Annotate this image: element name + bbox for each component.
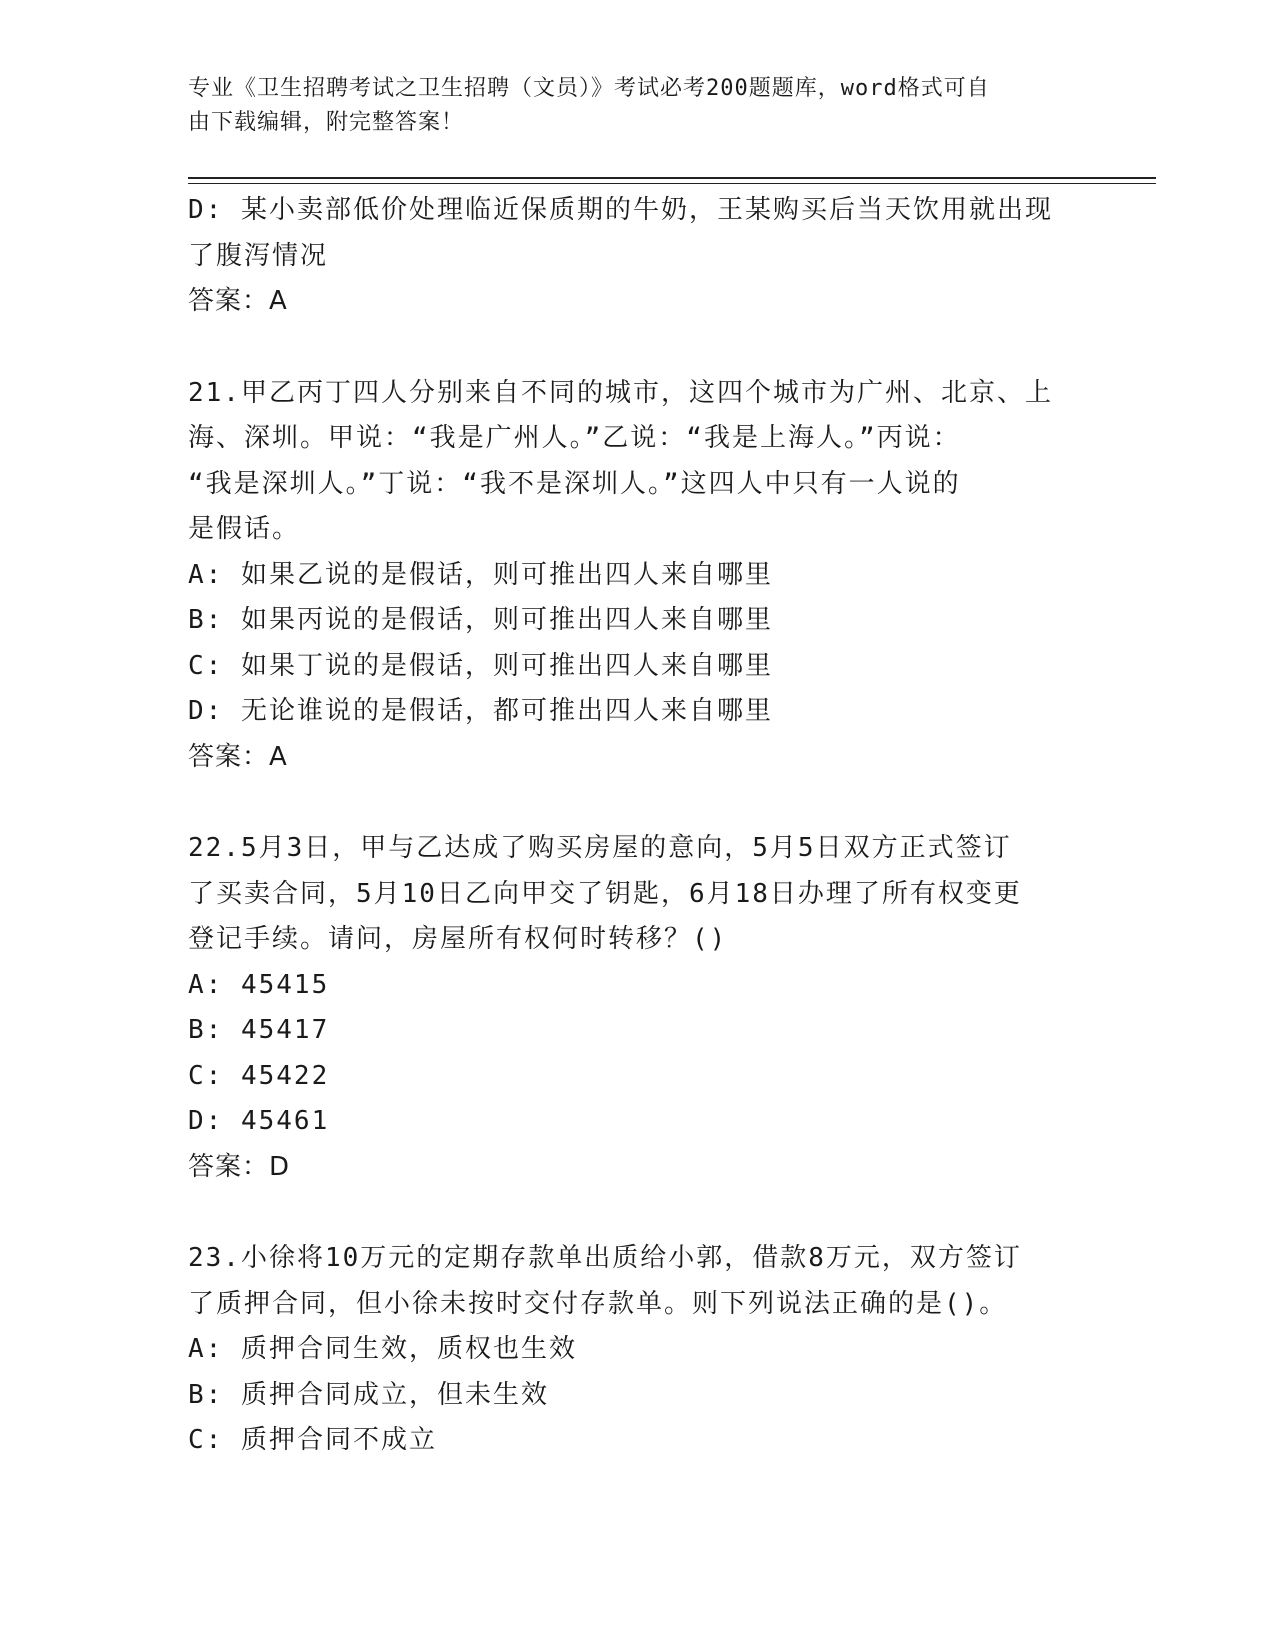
question-22 — [188, 826, 1088, 1190]
answer-line: 答案：A — [188, 741, 288, 772]
option-d: D: 无论谁说的是假话，都可推出四人来自哪里 — [188, 696, 773, 726]
option-c: C: 45422 — [188, 1060, 330, 1091]
option-d: D: 45461 — [188, 1106, 330, 1136]
question-stem-line: “我是深圳人。”丁说：“我不是深圳人。”这四人中只有一人说的 — [188, 468, 961, 499]
option-d: D: 某小卖部低价处理临近保质期的牛奶，王某购买后当天饮用就出现 — [188, 195, 1053, 225]
answer-line: 答案：D — [188, 1151, 291, 1182]
option-d-continued: 了腹泻情况 — [188, 240, 329, 271]
option-a: A: 质押合同生效，质权也生效 — [188, 1334, 577, 1364]
document-body — [188, 188, 1088, 1464]
question-stem-line: 了质押合同，但小徐未按时交付存款单。则下列说法正确的是()。 — [188, 1288, 1008, 1319]
question-23 — [188, 1236, 1088, 1464]
answer-line: 答案：A — [188, 286, 288, 316]
header-title-line-1: 专业《卫生招聘考试之卫生招聘（文员）》考试必考200题题库，word格式可自 — [188, 76, 990, 101]
option-c: C: 质押合同不成立 — [188, 1425, 437, 1455]
option-b: B: 如果丙说的是假话，则可推出四人来自哪里 — [188, 605, 773, 635]
header-divider-thin — [188, 183, 1156, 184]
question-stem-line: 登记手续。请问，房屋所有权何时转移？() — [188, 924, 728, 954]
question-stem-line: 21.甲乙丙丁四人分别来自不同的城市，这四个城市为广州、北京、上 — [188, 377, 1053, 408]
question-stem-line: 海、深圳。甲说：“我是广州人。”乙说：“我是上海人。”丙说： — [188, 423, 961, 453]
option-b: B: 质押合同成立，但未生效 — [188, 1379, 549, 1410]
question-20-continued — [188, 188, 1088, 325]
page-header — [188, 72, 1088, 140]
question-stem-line: 了买卖合同，5月10日乙向甲交了钥匙，6月18日办理了所有权变更 — [188, 878, 1022, 909]
question-stem-line: 23.小徐将10万元的定期存款单出质给小郭，借款8万元，双方签订 — [188, 1243, 1022, 1273]
option-a: A: 45415 — [188, 969, 330, 1000]
question-21 — [188, 371, 1088, 781]
option-a: A: 如果乙说的是假话，则可推出四人来自哪里 — [188, 559, 773, 590]
option-b: B: 45417 — [188, 1015, 330, 1045]
header-divider-thick — [188, 177, 1156, 179]
question-stem-line: 22.5月3日，甲与乙达成了购买房屋的意向，5月5日双方正式签订 — [188, 833, 1012, 863]
question-stem-line: 是假话。 — [188, 514, 301, 544]
option-c: C: 如果丁说的是假话，则可推出四人来自哪里 — [188, 650, 773, 681]
header-title-line-2: 由下载编辑，附完整答案！ — [188, 110, 465, 135]
